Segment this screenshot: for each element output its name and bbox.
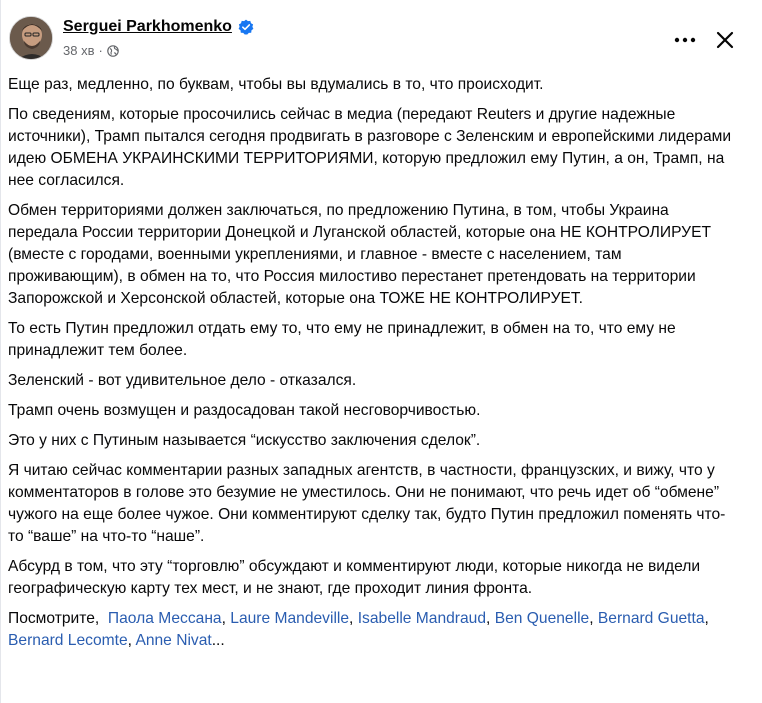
globe-icon[interactable] [107,45,119,57]
mention-separator: , [704,610,709,627]
avatar-portrait-icon [10,17,53,60]
mentions-paragraph [8,608,736,652]
post-text [8,74,736,660]
mentions-prefix: Посмотрите, [8,610,100,627]
mention-link[interactable]: Anne Nivat [135,632,212,649]
mention-link[interactable]: Laure Mandeville [230,610,350,627]
close-button[interactable] [709,24,741,56]
mention-link[interactable]: Паола Мессана [107,610,222,627]
post-paragraph: Абсурд в том, что эту “торговлю” обсуждают и комментируют люди, которые никогда не видели географическую карту тех мест, и не знают, где проходит линия фронта. [8,558,701,597]
author-name-link[interactable]: Serguei Parkhomenko [63,18,232,35]
mention-separator: , [221,610,231,627]
mention-separator: , [589,610,598,627]
mention-link[interactable]: Ben Quenelle [494,610,590,627]
author-avatar[interactable] [9,16,53,60]
mention-link[interactable]: Bernard Guetta [597,610,705,627]
post-paragraph: Это у них с Путиным называется “искусство заключения сделок”. [8,432,481,449]
post-paragraph: Обмен территориями должен заключаться, по предложению Путина, в том, чтобы Украина передала России территории Донецкой и Луганской областей, которые она НЕ КОНТРОЛИРУЕТ (вместе с городами, военными укреплениями, и главное - вместе с населением, там проживающим), в обмен на то, что Россия милостиво перестанет претендовать на территории Запорожской и Херсонской областей, которые она ТОЖЕ НЕ КОНТРОЛИРУЕТ. [8,202,712,307]
meta-separator: · [98,43,103,58]
post-paragraph: Трамп очень возмущен и раздосадован такой несговорчивостью. [8,402,481,419]
mention-separator: , [486,610,495,627]
post-paragraph: То есть Путин предложил отдать ему то, что ему не принадлежит, в обмен на то, что ему не принадлежит тем более. [8,320,676,359]
post-paragraph: Еще раз, медленно, по буквам, чтобы вы вдумались в то, что происходит. [8,76,544,93]
post-header [1,0,762,70]
author-line [63,18,254,36]
post-meta [63,43,119,58]
close-icon [715,30,735,50]
verified-badge-icon [238,19,254,35]
more-options-button[interactable] [671,26,699,54]
mention-link[interactable]: Isabelle Mandraud [357,610,487,627]
post-paragraph: Я читаю сейчас комментарии разных западных агентств, в частности, французских, и вижу, что у комментаторов в голове это безумие не уместилось. Они не понимают, что речь идет об “обмене” чужого на еще более чужое. Они комментируют сделку так, будто Путин предложил поменять что-то “ваше” на что-то “наше”. [8,462,726,545]
post-paragraph: Зеленский - вот удивительное дело - отказался. [8,372,357,389]
post-timestamp[interactable]: 38 хв [63,43,95,58]
mention-separator: , [349,610,358,627]
more-dots-icon [674,37,696,43]
mention-separator: , [127,632,136,649]
see-more-truncation[interactable]: ... [211,632,225,649]
mention-link[interactable]: Bernard Lecomte [8,632,128,649]
post-paragraph: По сведениям, которые просочились сейчас в медиа (передают Reuters и другие надежные источники), Трамп пытался сегодня продвигать в разговоре с Зеленским и европейскими лидерами идею ОБМЕНА УКРАИНСКИМИ ТЕРРИТОРИЯМИ, которую предложил ему Путин, а он, Трамп, на нее согласился. [8,106,732,189]
